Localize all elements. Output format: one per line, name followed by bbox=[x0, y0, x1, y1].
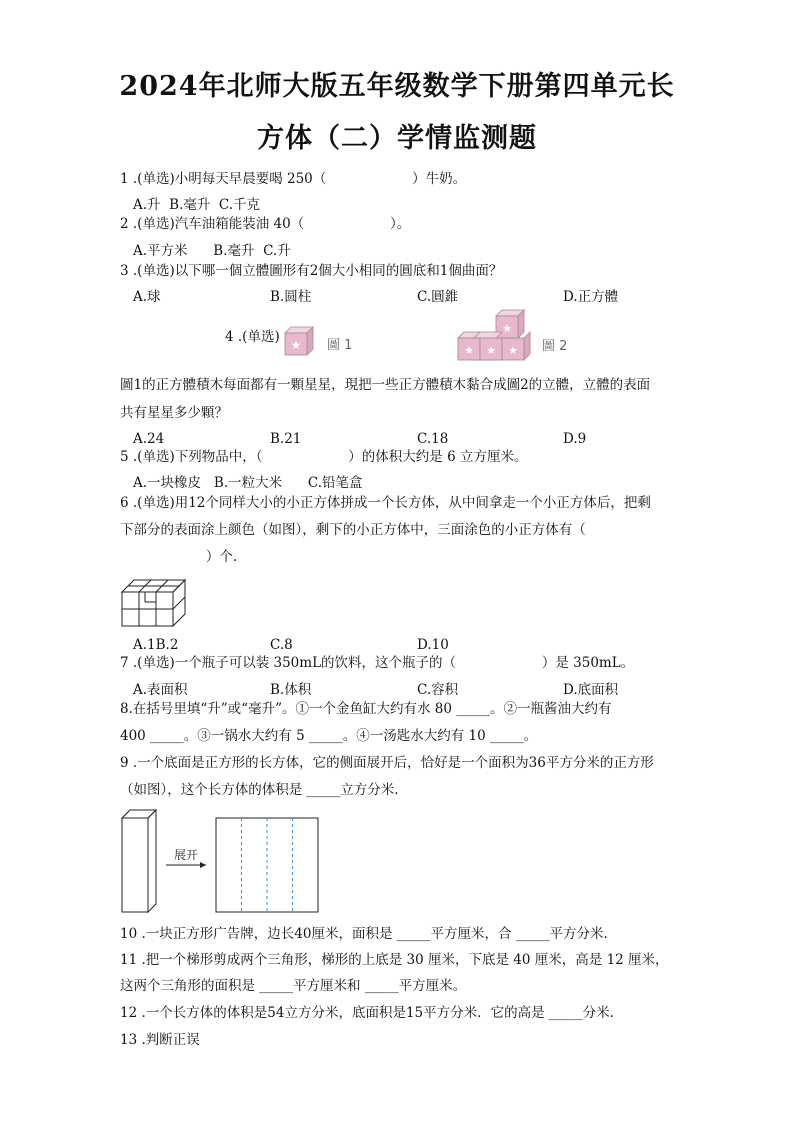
q6-option-d: D.10 bbox=[417, 637, 449, 653]
q9-unfold-figure bbox=[120, 808, 325, 914]
q1-options: A.升 B.毫升 C.千克 bbox=[133, 197, 261, 213]
q11-text-1: 11 .把一个梯形剪成两个三角形，梯形的上底是 30 厘米，下底是 40 厘米，高是 12 厘米， bbox=[120, 952, 669, 968]
q10-text: 10 .一块正方形广告牌，边长40厘米，面积是 _____平方厘米，合 _____平方分米. bbox=[120, 926, 608, 942]
q7-stem: 7 .(单选)一个瓶子可以装 350mL的饮料，这个瓶子的（ ）是 350mL。 bbox=[120, 655, 635, 671]
q1-stem: 1 .(单选)小明每天早晨要喝 250（ ）牛奶。 bbox=[120, 171, 467, 187]
q8-text-1: 8.在括号里填“升”或“毫升”。①一个金鱼缸大约有水 80 _____。②一瓶酱油大约有 bbox=[120, 701, 612, 717]
q4-figure-2 bbox=[456, 308, 576, 363]
q4-text-1: 圖1的正方體積木每面都有一顆星星，現把一些正方體積木黏合成圖2的立體，立體的表面 bbox=[120, 377, 651, 393]
q6-text-3: ）个. bbox=[120, 549, 238, 565]
q5-stem: 5 .(单选)下列物品中，（ ）的体积大约是 6 立方厘米。 bbox=[120, 449, 528, 465]
q3-option-d: D.正方體 bbox=[563, 289, 619, 305]
q9-text-1: 9 .一个底面是正方形的长方体，它的侧面展开后，恰好是一个面积为36平方分米的正方形 bbox=[120, 755, 654, 771]
q13-text: 13 .判断正误 bbox=[120, 1032, 200, 1048]
q3-option-c: C.圓錐 bbox=[417, 289, 459, 305]
q5-options: A.一块橡皮 B.一粒大米 C.铅笔盒 bbox=[133, 475, 363, 491]
q6-cuboid-figure bbox=[120, 574, 190, 628]
q8-text-2: 400 _____。③一锅水大约有 5 _____。④一汤匙水大约有 10 _____。 bbox=[120, 728, 538, 744]
q4-option-c: C.18 bbox=[417, 431, 449, 447]
q11-text-2: 这两个三角形的面积是 _____平方厘米和 _____平方厘米。 bbox=[120, 978, 467, 994]
q12-text: 12 .一个长方体的体积是54立方分米，底面积是15平方分米．它的高是 _____分米. bbox=[120, 1005, 614, 1021]
page-title-line1: 2024年北师大版五年级数学下册第四单元长 bbox=[119, 71, 675, 102]
q4-text-2: 共有星星多少顆？ bbox=[120, 405, 228, 421]
q6-option-ab: A.1B.2 bbox=[133, 637, 179, 653]
q4-figure-1 bbox=[283, 322, 373, 362]
q7-option-c: C.容积 bbox=[417, 682, 459, 698]
q4-option-d: D.9 bbox=[563, 431, 587, 447]
svg-text:★: ★ bbox=[508, 344, 518, 357]
q4-figure-2-caption: 圖 2 bbox=[542, 339, 568, 354]
q7-option-d: D.底面积 bbox=[563, 682, 619, 698]
page-title-line2: 方体（二）学情监测题 bbox=[257, 123, 537, 154]
q7-option-b: B.体积 bbox=[270, 682, 312, 698]
q2-stem: 2 .(单选)汽车油箱能装油 40（ ）。 bbox=[120, 216, 411, 232]
q6-text-1: 6 .(单选)用12个同样大小的小正方体拼成一个长方体，从中间拿走一个小正方体后，把剩 bbox=[120, 495, 651, 511]
svg-text:★: ★ bbox=[290, 338, 302, 352]
q3-stem: 3 .(单选)以下哪一個立體圖形有2個大小相同的圓底和1個曲面？ bbox=[120, 263, 503, 279]
svg-text:★: ★ bbox=[464, 344, 474, 357]
svg-text:★: ★ bbox=[486, 344, 496, 357]
q3-option-b: B.圆柱 bbox=[270, 289, 312, 305]
q4-label: 4 .(单选) bbox=[225, 329, 280, 345]
q4-figure-1-caption: 圖 1 bbox=[327, 338, 353, 353]
q4-option-b: B.21 bbox=[270, 431, 302, 447]
q2-options: A.平方米 B.毫升 C.升 bbox=[133, 243, 291, 259]
q9-arrow-label: 展开 bbox=[173, 848, 199, 862]
q6-text-2: 下部分的表面涂上颜色（如图），剩下的小正方体中，三面涂色的小正方体有（ bbox=[120, 522, 586, 538]
q3-option-a: A.球 bbox=[133, 289, 161, 305]
q6-option-c: C.8 bbox=[270, 637, 293, 653]
svg-text:★: ★ bbox=[502, 322, 512, 335]
q7-option-a: A.表面积 bbox=[133, 682, 188, 698]
q4-option-a: A.24 bbox=[133, 431, 165, 447]
q9-text-2: （如图），这个长方体的体积是 _____立方分米. bbox=[120, 782, 399, 798]
